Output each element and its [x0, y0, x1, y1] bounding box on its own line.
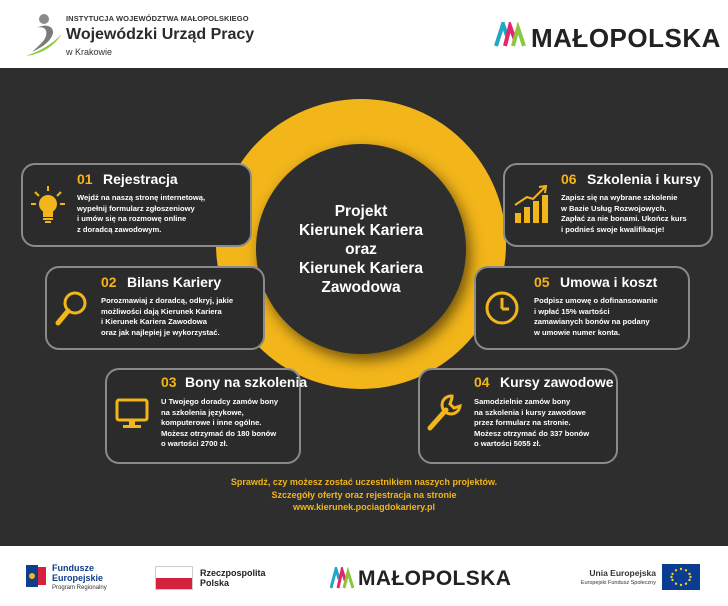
- wrench-icon: [426, 394, 462, 432]
- wup-logo-icon: [22, 12, 66, 58]
- step-title: Bilans Kariery: [127, 274, 222, 290]
- step-card-01: [21, 163, 252, 247]
- polish-flag-icon: [155, 566, 193, 590]
- step-description: U Twojego doradcy zamów bony na szkolenia językowe, komputerowe i inne ogólne. Możesz otrzymać do 180 bonów o wartości 2700 zł.: [161, 397, 279, 448]
- step-card-06: [503, 163, 713, 247]
- infographic: [0, 68, 728, 546]
- malopolska-logo-icon: [494, 22, 526, 48]
- website-link[interactable]: www.kierunek.pociagdokariery.pl: [292, 502, 436, 512]
- step-number: 06: [561, 171, 577, 187]
- step-card-03: [105, 368, 308, 464]
- step-title: Bony na szkolenia: [185, 374, 308, 390]
- step-card-05: [474, 266, 690, 350]
- step-title: Szkolenia i kursy: [587, 171, 701, 187]
- project-title-line: Kierunek Kariera: [298, 259, 424, 277]
- institution-title: Wojewódzki Urząd Pracy: [66, 26, 255, 43]
- step-description: Podpisz umowę o dofinansowanie i wpłać 15% wartości zamawianych bonów na podany w umowie numer konta.: [534, 296, 658, 337]
- step-description: Wejdź na naszą stronę internetową, wypełnij formularz zgłoszeniowy i umów się na rozmowę online z doradcą zawodowym.: [77, 193, 206, 234]
- project-title-line: oraz: [345, 240, 377, 258]
- project-title-line: Kierunek Kariera: [298, 221, 424, 239]
- cta-line: Szczegóły oferty oraz rejestracja na stronie: [271, 489, 457, 500]
- step-number: 01: [77, 171, 93, 187]
- step-description: Zapisz się na wybrane szkolenie w Bazie Usług Rozwojowych. Zapłać za nie bonami. Ukończ kurs i podnieś swoje kwalifikacje!: [561, 193, 687, 234]
- bar-chart-icon: [513, 185, 549, 225]
- step-title: Rejestracja: [103, 171, 178, 187]
- poland-text: Rzeczpospolita Polska: [200, 568, 266, 588]
- step-card-04: [418, 368, 618, 464]
- step-description: Porozmawiaj z doradcą, odkryj, jakie możliwości dają Kierunek Kariera i Kierunek Kariera Zawodowa oraz jak najlepiej je wykorzystać.: [101, 296, 234, 337]
- cta-line: Sprawdź, czy możesz zostać uczestnikiem naszych projektów.: [230, 477, 498, 487]
- step-number: 03: [161, 374, 177, 390]
- step-number: 04: [474, 374, 490, 390]
- eu-title: Unia Europejska: [589, 568, 656, 578]
- eu-flag-icon: [662, 564, 700, 590]
- footer: [0, 546, 728, 606]
- project-title-line: Projekt: [334, 202, 388, 220]
- region-logo-text: MAŁOPOLSKA: [531, 23, 721, 53]
- institution-sub: w Krakowie: [66, 47, 113, 57]
- malopolska-logo-icon: [330, 567, 354, 589]
- monitor-icon: [115, 398, 149, 430]
- eu-fund-text: Europejski Fundusz Społeczny: [580, 580, 656, 586]
- step-description: Samodzielnie zamów bony na szkolenia i kursy zawodowe przez formularz na stronie. Możesz otrzymać do 337 bonów o wartości 5055 zł.: [474, 397, 590, 448]
- program-regional-text: Program Regionalny: [52, 585, 107, 591]
- project-title-line: Zawodowa: [321, 278, 401, 296]
- european-funds-text: Fundusze Europejskie: [52, 563, 104, 583]
- clock-icon: [484, 290, 520, 326]
- project-title-circle: [256, 144, 466, 354]
- step-number: 02: [101, 274, 117, 290]
- call-to-action: [0, 476, 728, 514]
- lightbulb-icon: [31, 185, 65, 225]
- region-logo-text: MAŁOPOLSKA: [358, 567, 512, 590]
- step-title: Umowa i koszt: [560, 274, 658, 290]
- step-title: Kursy zawodowe: [500, 374, 614, 390]
- european-funds-logo-icon: [24, 563, 48, 589]
- magnifier-icon: [55, 290, 89, 326]
- step-card-02: [45, 266, 265, 350]
- header: [0, 0, 728, 68]
- step-number: 05: [534, 274, 550, 290]
- institution-small: INSTYTUCJA WOJEWÓDZTWA MAŁOPOLSKIEGO: [66, 14, 249, 23]
